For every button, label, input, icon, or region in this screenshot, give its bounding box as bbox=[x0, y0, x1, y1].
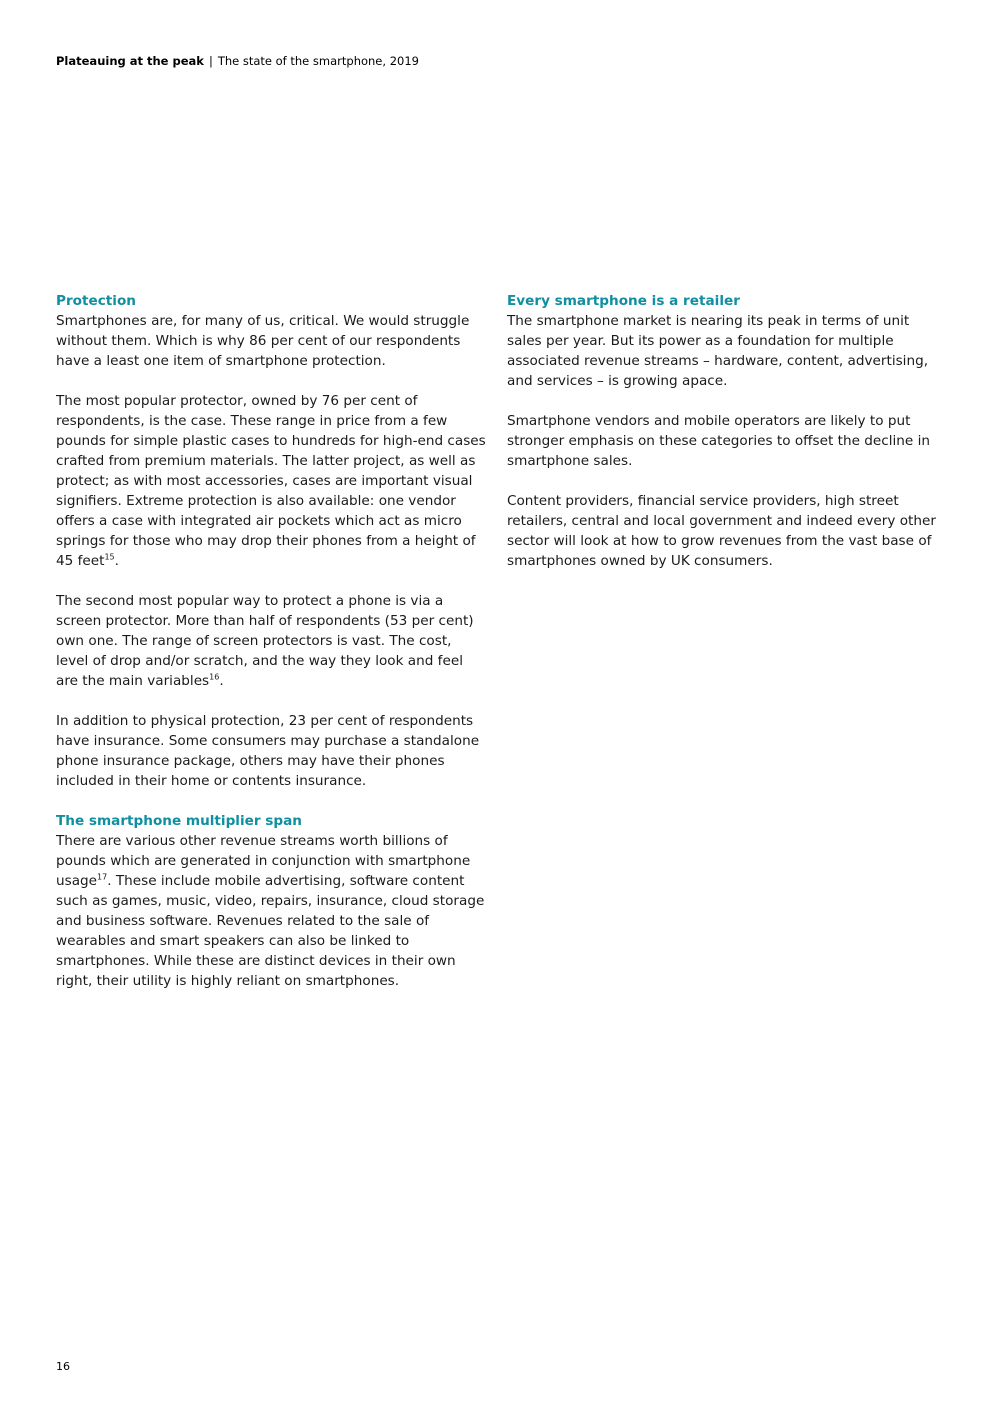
header-separator: | bbox=[208, 54, 213, 68]
right-column bbox=[507, 291, 939, 571]
protection-paragraph-2 bbox=[56, 391, 488, 571]
footnote-ref-16: 16 bbox=[209, 672, 220, 682]
multiplier-paragraph-1-a: There are various other revenue streams worth billions of pounds which are generated in conjunction with smartphone usage bbox=[56, 833, 471, 889]
multiplier-paragraph-1-b: . These include mobile advertising, software content such as games, music, video, repairs, insurance, cloud storage and business software. Revenues related to the sale of wearables and smart speakers can also be linked to smartphones. While these are distinct devices in their own right, their utility is highly reliant on smartphones. bbox=[56, 873, 485, 989]
left-column bbox=[56, 291, 488, 991]
protection-paragraph-1: Smartphones are, for many of us, critical. We would struggle without them. Which is why 86 per cent of our respondents have a least one item of smartphone protection. bbox=[56, 313, 470, 369]
footnote-ref-17: 17 bbox=[97, 872, 108, 882]
multiplier-heading: The smartphone multiplier span bbox=[56, 813, 302, 829]
retailer-heading: Every smartphone is a retailer bbox=[507, 293, 740, 309]
page-number: 16 bbox=[56, 1360, 70, 1373]
report-subtitle: The state of the smartphone, 2019 bbox=[217, 54, 419, 68]
retailer-paragraph-3: Content providers, financial service providers, high street retailers, central and local government and indeed every other sector will look at how to grow revenues from the vast base of smartphones owned by UK consumers. bbox=[507, 493, 936, 569]
protection-heading: Protection bbox=[56, 293, 136, 309]
report-title: Plateauing at the peak bbox=[56, 54, 204, 68]
multiplier-paragraph-1 bbox=[56, 831, 488, 991]
footnote-ref-15: 15 bbox=[104, 552, 115, 562]
protection-paragraph-3-end: . bbox=[219, 673, 224, 689]
protection-paragraph-2-end: . bbox=[114, 553, 119, 569]
running-header bbox=[56, 53, 419, 69]
retailer-paragraph-1: The smartphone market is nearing its peak in terms of unit sales per year. But its power as a foundation for multiple associated revenue streams – hardware, content, advertising, and services – is growing apace. bbox=[507, 313, 929, 389]
retailer-paragraph-2: Smartphone vendors and mobile operators are likely to put stronger emphasis on these categories to offset the decline in smartphone sales. bbox=[507, 413, 930, 469]
protection-paragraph-3 bbox=[56, 591, 488, 691]
protection-paragraph-2-text: The most popular protector, owned by 76 per cent of respondents, is the case. These range in price from a few pounds for simple plastic cases to hundreds for high-end cases crafted from premium materials. The latter project, as well as protect; as with most accessories, cases are important visual signifiers. Extreme protection is also available: one vendor offers a case with integrated air pockets which act as micro springs for those who may drop their phones from a height of 45 feet bbox=[56, 393, 486, 569]
protection-paragraph-4: In addition to physical protection, 23 per cent of respondents have insurance. Some consumers may purchase a standalone phone insurance package, others may have their phones included in their home or contents insurance. bbox=[56, 713, 480, 789]
protection-paragraph-3-text: The second most popular way to protect a phone is via a screen protector. More than half of respondents (53 per cent) own one. The range of screen protectors is vast. The cost, level of drop and/or scratch, and the way they look and feel are the main variables bbox=[56, 593, 474, 689]
